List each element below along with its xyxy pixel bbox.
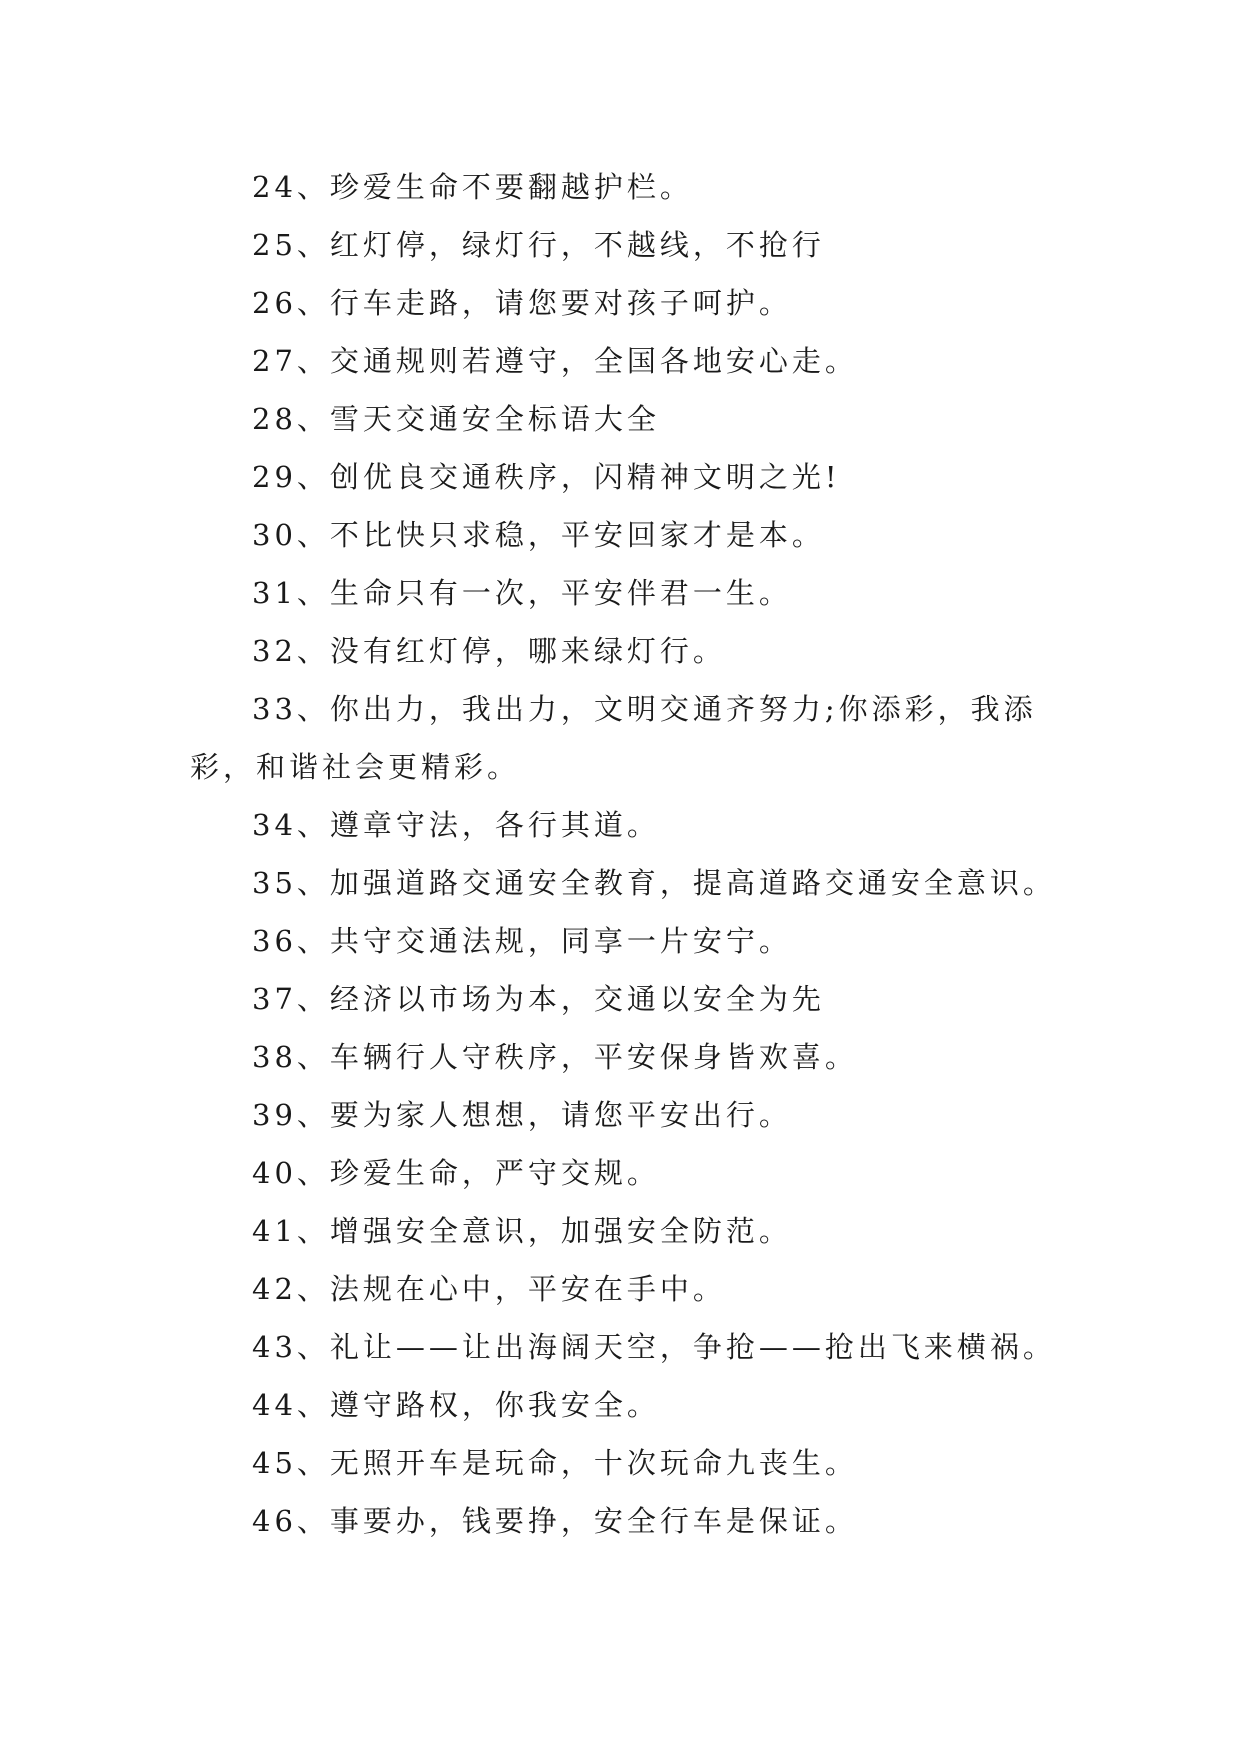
- list-item: 39、要为家人想想，请您平安出行。: [252, 1098, 792, 1132]
- list-item: 31、生命只有一次，平安伴君一生。: [252, 576, 792, 610]
- list-item: 32、没有红灯停，哪来绿灯行。: [252, 634, 726, 668]
- list-item: 25、红灯停，绿灯行，不越线，不抢行: [252, 228, 825, 262]
- list-item: 33、你出力，我出力，文明交通齐努力;你添彩，我添彩，和谐社会更精彩。: [190, 692, 1037, 784]
- list-item: 40、珍爱生命，严守交规。: [252, 1156, 660, 1190]
- list-item: 24、珍爱生命不要翻越护栏。: [252, 170, 693, 204]
- list-item: 26、行车走路，请您要对孩子呵护。: [252, 286, 792, 320]
- list-item: 27、交通规则若遵守，全国各地安心走。: [252, 344, 858, 378]
- list-item: 35、加强道路交通安全教育，提高道路交通安全意识。: [252, 866, 1056, 900]
- list-item: 38、车辆行人守秩序，平安保身皆欢喜。: [252, 1040, 858, 1074]
- list-item: 28、雪天交通安全标语大全: [252, 402, 660, 436]
- list-item: 29、创优良交通秩序，闪精神文明之光!: [252, 460, 841, 494]
- list-item: 41、增强安全意识，加强安全防范。: [252, 1214, 792, 1248]
- list-item: 30、不比快只求稳，平安回家才是本。: [252, 518, 825, 552]
- list-item: 43、礼让——让出海阔天空，争抢——抢出飞来横祸。: [252, 1330, 1056, 1364]
- list-item: 46、事要办，钱要挣，安全行车是保证。: [252, 1504, 858, 1538]
- list-item: 44、遵守路权，你我安全。: [252, 1388, 660, 1422]
- list-item: 42、法规在心中，平安在手中。: [252, 1272, 726, 1306]
- list-item: 45、无照开车是玩命，十次玩命九丧生。: [252, 1446, 858, 1480]
- slogan-list: [190, 158, 1070, 1550]
- list-item: 34、遵章守法，各行其道。: [252, 808, 660, 842]
- list-item: 36、共守交通法规，同享一片安宁。: [252, 924, 792, 958]
- list-item: 37、经济以市场为本，交通以安全为先: [252, 982, 825, 1016]
